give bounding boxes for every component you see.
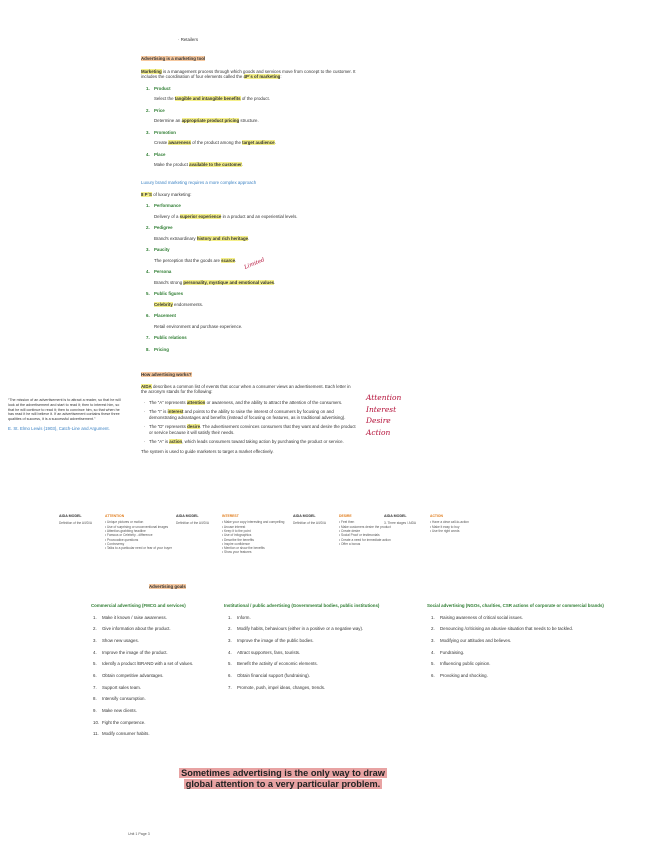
desc-text: Make the product [154, 162, 190, 167]
commercial-list [91, 615, 231, 737]
social-list [427, 615, 652, 679]
aida-model-sub: Definition of the A/I/D/A [59, 521, 92, 526]
desc-text: of the product. [240, 96, 270, 101]
aida-stage-line: • Make it easy to buy [430, 524, 460, 529]
aida-intro [141, 384, 356, 395]
desc-highlight: Celebrity [154, 301, 173, 307]
goal-number: 1. [93, 614, 97, 620]
four-ps-item [146, 108, 371, 124]
desc-highlight: available to the customer [189, 162, 242, 167]
aida-bullet [144, 409, 356, 420]
goal-item [228, 626, 434, 632]
eight-ps-item-title [146, 203, 371, 209]
aida-bullet [144, 424, 356, 435]
hand-note-interest: Interest [366, 404, 397, 414]
aida-stage-line: • Mention or show the benefits [222, 546, 265, 551]
bullet-text: , which leads consumers toward taking action by purchasing the product or service. [182, 439, 344, 444]
commercial-title: Commercial advertising (FMCG and services) [91, 603, 186, 608]
goal-number: 3. [431, 637, 435, 643]
item-title: Promotion [154, 129, 176, 135]
item-title: Pricing [154, 346, 169, 352]
eight-ps-item-title [146, 269, 371, 275]
goal-number: 1. [431, 614, 435, 620]
bullet-text: The “A” is [149, 439, 170, 444]
tool-heading [141, 56, 371, 62]
aida-bullet [144, 439, 356, 445]
goal-text: Obtain competitive advantages. [102, 672, 164, 678]
desc-text: Create [154, 140, 169, 145]
desc-highlight: awareness [168, 140, 191, 145]
item-number: 5. [146, 291, 150, 296]
aida-stage-line: • Show your features [222, 550, 252, 555]
four-ps-item-title [146, 152, 371, 158]
goal-item [431, 661, 652, 667]
aida-model-sub: 3. Three stages / AIDA [384, 521, 417, 526]
top-bullet: · Retailers [178, 37, 199, 42]
bullet-highlight: desire [187, 424, 201, 429]
desc-highlight: history and rich heritage [196, 235, 249, 241]
goal-text: Improve the image of the product. [102, 649, 168, 655]
desc-highlight: appropriate product pricing [181, 118, 240, 123]
eight-ps-list [141, 203, 371, 352]
goal-text: Raising awareness of critical social issues. [440, 614, 523, 620]
goal-item [228, 673, 434, 679]
eight-ps-item-title [146, 225, 371, 231]
eight-ps-item-desc [146, 236, 371, 242]
eight-ps-item-title [146, 313, 371, 319]
aida-stage-line: • Make customers desire the product [339, 524, 391, 529]
desc-text: Delivery of a [154, 213, 180, 219]
eight-ps-item-desc [146, 280, 371, 286]
item-title: Pedigree [154, 225, 173, 230]
four-ps-item [146, 86, 371, 102]
how-section [141, 372, 356, 454]
goal-text: Modifying our attitudes and believes. [440, 637, 512, 643]
aida-model-left [59, 514, 101, 526]
aida-stage-line: • Inspire confidence [222, 541, 250, 546]
desc-text: . [274, 140, 276, 145]
item-title: Public relations [154, 335, 187, 340]
goal-text: Denouncing /criticising an abusive situation that needs to be tackled. [440, 626, 574, 632]
aida-model-left [293, 514, 335, 526]
four-ps-item-title [146, 130, 371, 136]
desc-highlight: scarce [221, 257, 236, 263]
tool-heading-text: Advertising is a marketing tool [141, 56, 206, 61]
aida-term: AIDA [141, 383, 152, 389]
desc-text: in a product and an experiential levels. [221, 213, 298, 219]
goal-number: 10. [93, 719, 100, 725]
bullet-text: . The advertisement convinces consumers that they want and desire the product or service because it will satisfy their needs. [149, 424, 356, 435]
goal-number: 9. [93, 708, 97, 713]
item-title: Place [154, 151, 166, 157]
eight-ps-item-title [146, 335, 371, 341]
goal-item [431, 673, 652, 679]
goal-item [431, 650, 652, 656]
goal-text: Fight the competence. [102, 719, 146, 725]
aida-stage-line: • Unique pictures or motion [105, 520, 144, 525]
goal-item [228, 661, 434, 667]
goal-number: 5. [93, 661, 97, 667]
item-number: 4. [146, 269, 150, 274]
bullet-text: The “D” represents [149, 424, 188, 429]
desc-text: Select the [154, 96, 175, 101]
hand-note-desire: Desire [366, 416, 391, 426]
goal-item [93, 661, 231, 667]
four-ps-item [146, 130, 371, 146]
goal-text: Support sales team. [102, 684, 142, 690]
desc-text: The perception that the goods are [154, 257, 222, 263]
eight-ps-item [146, 225, 371, 241]
goal-text: Identify a product /BRAND with a set of values. [102, 661, 194, 667]
four-ps-term: 4P´s of marketing [243, 74, 281, 79]
aida-closing: The system is used to guide marketers to target a market effectively. [141, 448, 274, 454]
aida-stage-label: ATTENTION [105, 514, 125, 518]
eight-ps-item [146, 203, 371, 219]
aida-stage-line: • Provocative questions [105, 537, 139, 542]
item-title: Public figures [154, 291, 184, 296]
item-number: 6. [146, 313, 150, 318]
goal-item [93, 720, 231, 726]
aida-model-sub: Definition of the A/I/D/A [176, 521, 209, 526]
social-title: Social advertising (NGOs, charities, CSR actions of corporate or commercial brands) [427, 603, 604, 608]
desc-text: endorsements. [172, 301, 204, 307]
desc-text: . [248, 235, 250, 241]
aida-stage-line: • Create a need for immediate action [339, 537, 391, 542]
goals-heading [149, 584, 186, 590]
aida-model-left [176, 514, 218, 526]
aida-bullets [141, 400, 356, 445]
goal-number: 2. [228, 626, 232, 632]
desc-text: . [235, 257, 237, 263]
goal-text: Give information about the product. [102, 626, 171, 632]
goal-text: Influencing public opinion. [440, 661, 491, 667]
aida-stage-line: • Describe the benefits [222, 537, 254, 542]
how-heading-text: How advertising works? [141, 372, 192, 377]
goal-number: 11. [93, 731, 99, 737]
goal-number: 8. [93, 696, 97, 702]
aida-stage-line: • Use of infographics [222, 533, 252, 538]
goal-text: Fundraising. [440, 649, 465, 655]
goal-item [228, 650, 434, 656]
goal-number: 3. [228, 637, 232, 643]
goal-number: 4. [431, 649, 435, 655]
goal-number: 6. [228, 672, 232, 678]
four-ps-item-title [146, 108, 371, 114]
eight-ps-item [146, 269, 371, 285]
aida-stage-line: • Make your copy interesting and compelling [222, 520, 285, 525]
desc-highlight: target audience [242, 140, 275, 145]
desc-highlight: tangible and intangible benefits [174, 96, 241, 101]
aida-stage-line: • Arouse interest [222, 524, 246, 529]
goal-item [93, 673, 231, 679]
item-number: 3. [146, 129, 150, 135]
eight-ps-item-desc [146, 324, 371, 330]
goal-item [431, 626, 652, 632]
closing-banner [176, 768, 390, 790]
scarce-handwritten-note: Limited [243, 257, 266, 271]
goals-social [427, 603, 652, 685]
goal-item [93, 731, 231, 737]
goal-number: 3. [93, 637, 97, 643]
goal-text: Benefit the activity of economic elements. [237, 661, 318, 667]
eight-ps-item [146, 347, 371, 353]
desc-text: of the product among the [190, 140, 243, 145]
goal-number: 7. [228, 684, 232, 690]
goal-number: 4. [93, 649, 97, 655]
four-ps-item-desc [146, 162, 371, 168]
item-title: Product [154, 85, 171, 91]
aida-model-sub: Definition of the A/I/D/A [293, 521, 326, 526]
item-title: Persona [154, 269, 172, 274]
goal-item [93, 696, 231, 702]
eight-ps-item-title [146, 247, 371, 253]
bullet-dot: · [144, 409, 146, 414]
bullet-highlight: attention [186, 399, 206, 405]
aida-stage-line: • Keep it to the point [222, 528, 251, 533]
bullet-highlight: interest [167, 409, 184, 414]
institutional-title: Institutional / public advertising (Governmental bodies, public institutions) [224, 603, 380, 608]
four-ps-item-title [146, 86, 371, 92]
eight-ps-item-title [146, 347, 371, 353]
aida-model-label: AIDA MODEL [384, 514, 407, 518]
eight-ps-term: 8 P´S [141, 191, 152, 197]
bullet-text: The “I” is [149, 409, 168, 414]
item-title: Paucity [154, 247, 170, 252]
goals-commercial [91, 603, 231, 743]
marketing-term: Marketing [141, 68, 162, 74]
institutional-list [224, 615, 434, 691]
goal-item [431, 638, 652, 644]
desc-highlight: superior experience [179, 213, 222, 219]
goal-item [228, 685, 434, 691]
aida-model-label: AIDA MODEL [59, 514, 82, 518]
quote-attribution: E. St. Elmo Lewis (1903), Catch-Line and Argument. [8, 426, 110, 432]
aida-stage-line: • Feel then [339, 520, 355, 525]
hand-note-action: Action [366, 427, 391, 437]
goal-text: Inform. [237, 614, 251, 620]
aida-stage-line: • Controversy [105, 541, 125, 546]
aida-model-right [430, 514, 525, 533]
aida-stage-line: • Use the right words [430, 528, 460, 533]
goal-number: 5. [228, 661, 232, 667]
banner-text: Sometimes advertising is the only way to draw global attention to a very particular problem. [181, 768, 385, 790]
page-footer: Unit 1 Page 3 [128, 832, 150, 836]
desc-text: Brand's strong [154, 279, 184, 285]
bullet-dot: · [144, 399, 146, 405]
desc-text: . [274, 279, 276, 285]
eight-ps-text: of luxury marketing: [151, 191, 192, 197]
goal-number: 4. [228, 649, 232, 655]
aida-model-left [384, 514, 426, 526]
desc-text: structure. [239, 118, 259, 123]
four-ps-item-desc [146, 96, 371, 102]
tool-intro-colon: : [280, 74, 282, 79]
goal-text: Make it known / raise awareness. [102, 614, 167, 620]
goal-text: Modify habits, behaviours (either in a positive or a negative way). [237, 626, 364, 632]
goal-item [93, 638, 231, 644]
item-number: 2. [146, 107, 150, 113]
goal-number: 5. [431, 661, 435, 667]
goal-number: 6. [93, 672, 97, 678]
luxury-section [141, 180, 371, 358]
quote-text: “The mission of an advertisement is to attract a reader, so that he will look at the advertisement and start to read it; then to interest him, so that he will continue to read it; then to convince him, so that when he has read it he will believe it. If an advertisement contains these three qualities of success, it is a successful advertisement.” [8, 398, 121, 422]
goal-number: 2. [431, 626, 435, 632]
four-ps-item [146, 152, 371, 168]
goal-number: 7. [93, 684, 97, 690]
eight-ps-item [146, 313, 371, 329]
top-bullet-text: Retailers [180, 37, 199, 42]
bullet-text: The “A” represents [149, 399, 187, 405]
goal-number: 2. [93, 626, 97, 632]
aida-stage-label: DESIRE [339, 514, 352, 518]
aida-stage-line: • Offer a bonus [339, 541, 361, 546]
goal-number: 1. [228, 614, 232, 620]
aida-model-label: AIDA MODEL [176, 514, 199, 518]
eight-ps-intro [141, 192, 371, 198]
desc-text: Brand's extraordinary [154, 235, 197, 241]
aida-stage-label: ACTION [430, 514, 443, 518]
goal-text: Make new clients. [102, 708, 137, 713]
bullet-text: or awareness, and the ability to attract the attention of the consumers. [205, 399, 343, 405]
desc-text: . [241, 162, 244, 167]
goal-item [228, 638, 434, 644]
four-ps-item-desc [146, 118, 371, 124]
goal-text: Attract supporters, fans, tourists. [237, 649, 301, 655]
goals-heading-text: Advertising goals [149, 584, 186, 589]
item-number: 7. [146, 335, 150, 340]
luxury-subheading: Luxury brand marketing requires a more complex approach [141, 180, 257, 185]
four-ps-list [141, 86, 371, 168]
goal-text: Show new usages. [102, 637, 139, 643]
aida-stage-line: • Create desire [339, 528, 361, 533]
item-number: 4. [146, 151, 150, 157]
goal-item [93, 626, 231, 632]
aida-model-table [59, 514, 629, 555]
goal-text: Provoking and shocking. [440, 672, 488, 678]
aida-handwritten-notes [366, 392, 401, 439]
aida-stage-line: • Have a clear call-to-action [430, 520, 469, 525]
eight-ps-item-title [146, 291, 371, 297]
aida-stage-line: • Attention-grabbing headline [105, 528, 146, 533]
goal-item [93, 685, 231, 691]
goal-item [93, 708, 231, 714]
eight-ps-item [146, 335, 371, 341]
goal-item [431, 615, 652, 621]
goal-item [93, 650, 231, 656]
aida-bullet [144, 399, 356, 406]
how-heading [141, 372, 356, 378]
tool-section [141, 56, 371, 174]
bullet-dot: · [144, 439, 146, 444]
item-title: Price [154, 107, 165, 113]
goal-number: 6. [431, 672, 435, 678]
item-number: 2. [146, 225, 150, 230]
goal-text: Intensify consumption. [102, 696, 146, 702]
goal-text: Modify consumer habits. [102, 731, 150, 737]
goal-text: Promote, push, impel ideas, changes, trends. [237, 684, 326, 690]
eight-ps-item [146, 291, 371, 307]
desc-text: Determine an [154, 118, 182, 123]
bullet-dot: · [144, 424, 146, 429]
item-number: 3. [146, 247, 150, 252]
goals-institutional [224, 603, 434, 696]
lewis-quote [8, 398, 124, 432]
bullet-highlight: action [169, 439, 183, 444]
hand-note-attention: Attention [366, 393, 402, 402]
goal-text: Obtain financial support (fundraising). [237, 672, 310, 678]
item-number: 8. [146, 346, 150, 352]
item-number: 1. [146, 203, 150, 208]
aida-intro-text: describes a common list of events that occur when a consumer views an advertisement. Each letter in the acronym stands for the following: [141, 383, 351, 394]
item-title: Performance [154, 203, 181, 208]
tool-intro-text: is a management process through which goods and services move from concept to the customer. It includes the coordination of four elements called the [141, 68, 356, 79]
goal-text: Improve the image of the public bodies. [237, 637, 314, 643]
item-title: Placement [154, 313, 176, 318]
aida-stage-label: INTEREST [222, 514, 239, 518]
desc-text: Retail environment and purchase experience. [154, 323, 243, 329]
eight-ps-item-desc [146, 302, 371, 308]
aida-stage-line: • Famous or Celebrity - difference [105, 533, 153, 538]
tool-intro [141, 69, 371, 80]
bullet-text: and points to the ability to raise the interest of consumers by focusing on and demonstrating advantages and benefits (instead of focusing on features, as in traditional advertising). [149, 409, 346, 420]
aida-stage-line: • Talks to a particular need or fear of your buyer [105, 546, 172, 551]
goal-item [228, 615, 434, 621]
aida-model-label: AIDA MODEL [293, 514, 316, 518]
aida-stage-line: • Social Proof or testimonials [339, 533, 380, 538]
desc-highlight: personality, mystique and emotional values [183, 279, 275, 285]
aida-stage-line: • Use of surprising or unconventional images [105, 524, 169, 529]
goal-item [93, 615, 231, 621]
item-number: 1. [146, 85, 150, 91]
eight-ps-item-desc [146, 214, 371, 220]
four-ps-item-desc [146, 140, 371, 146]
